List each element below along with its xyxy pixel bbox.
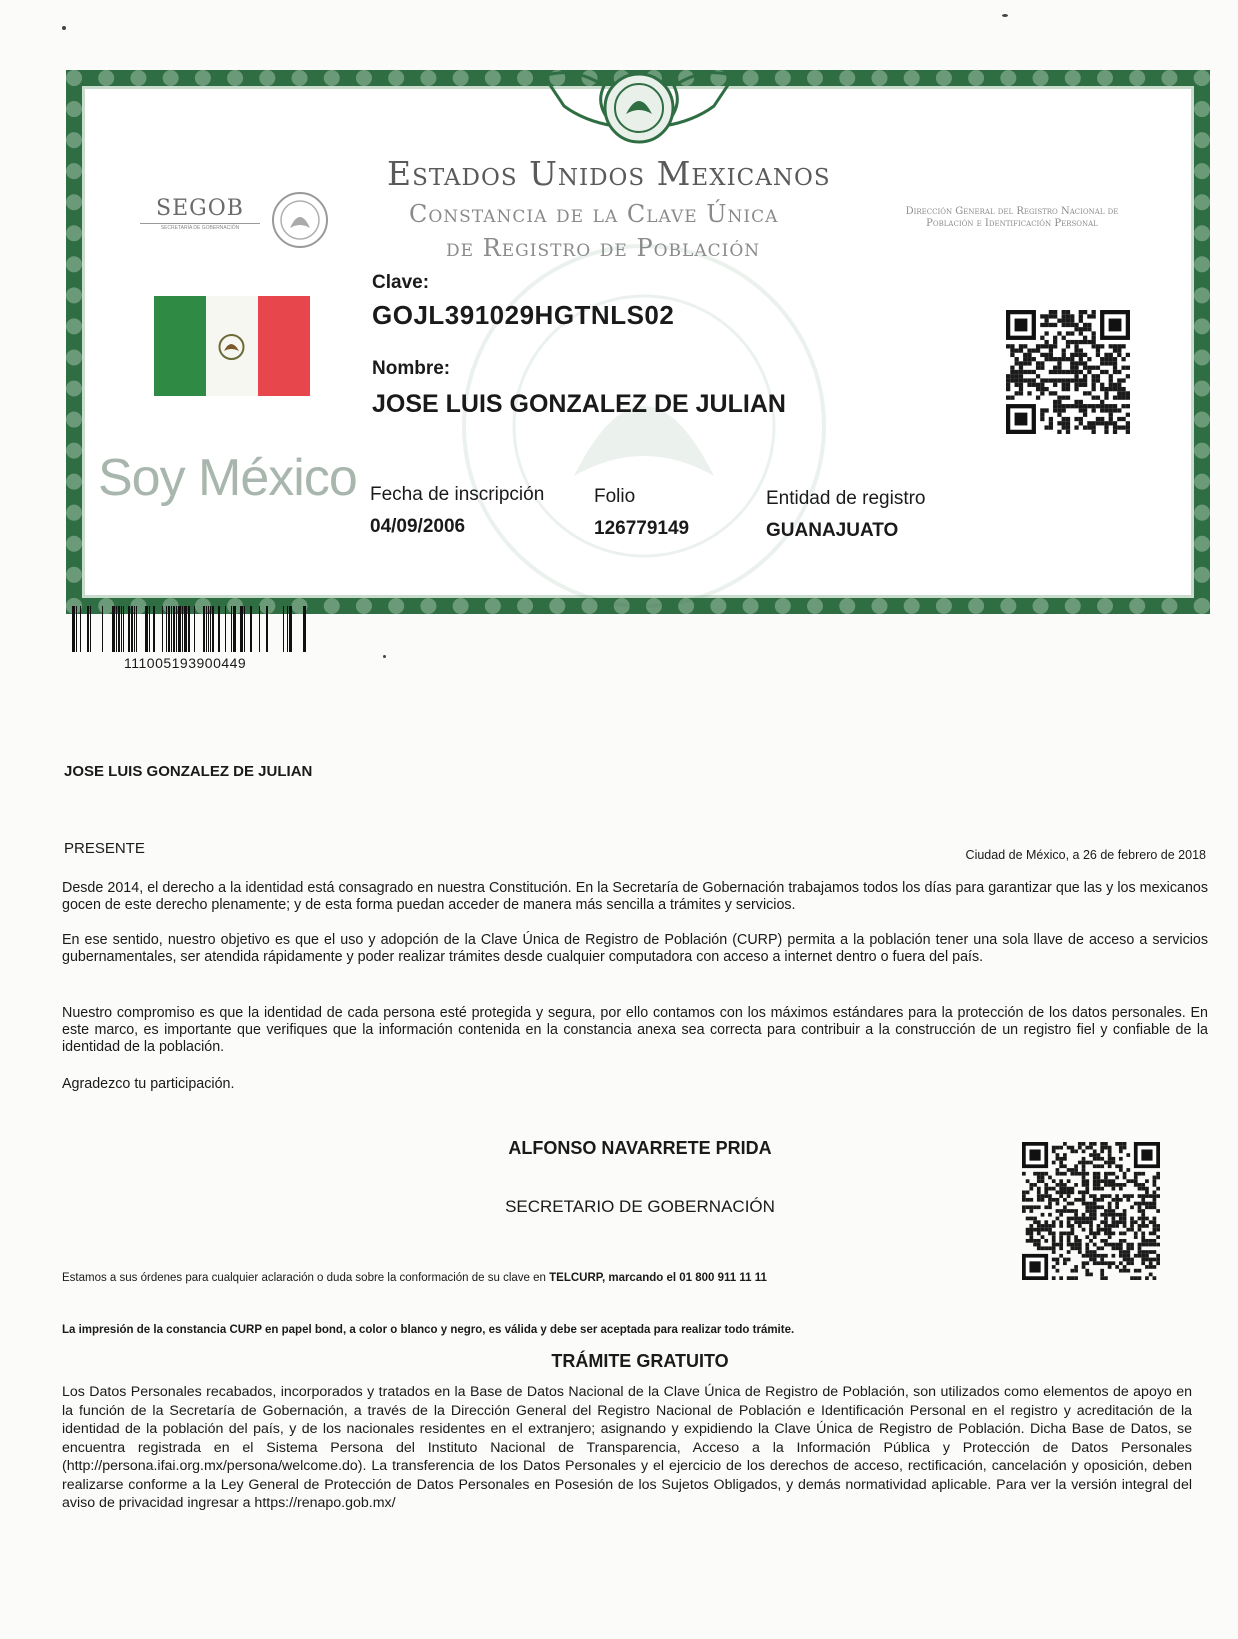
fecha-inscripcion-value: 04/09/2006 bbox=[370, 516, 466, 537]
telcurp-phone: TELCURP, marcando el 01 800 911 11 11 bbox=[549, 1272, 767, 1284]
letter-paragraph-1: Desde 2014, el derecho a la identidad está consagrado en nuestra Constitución. En la Secretaría de Gobernación trabajamos todos los días para garantizar que las y los mexicanos gocen de este derecho plenamente; y de esta forma puedan acceder de manera más sencilla a trámites y servicios. bbox=[62, 880, 1208, 913]
signer-role: SECRETARIO DE GOBERNACIÓN bbox=[505, 1197, 775, 1216]
privacy-notice: Los Datos Personales recabados, incorporados y tratados en la Base de Datos Nacional de la Clave Única de Registro de Población, son utilizados como elementos de apoyo en la función de la Secretaría de Gobernación, a través de la Dirección General del Registro Nacional de Población e Identificación Personal en el registro y acreditación de la identidad de la población del país, y de los nacionales residentes en el extranjero; asignando y expidiendo la Clave Única de Registro de Población. Dicha Base de Datos, se encuentra registrada en el Sistema Persona del Instituto Nacional de Transparencia, Acceso a la Información Pública y Protección de Datos Personales (http://persona.ifai.org.mx/persona/welcome.do). La transferencia de los Datos Personales y el ejercicio de los derechos de acceso, rectificación, cancelación y oposición, deben realizarse conforme a la Ley General de Protección de Datos Personales en Posesión de los Sujetos Obligados, y demás normatividad aplicable. Para ver la versión integral del aviso de privacidad ingresar a https://renapo.gob.mx/ bbox=[62, 1384, 1192, 1511]
letter-salutation: PRESENTE bbox=[64, 840, 145, 857]
watermark-seal-icon bbox=[454, 236, 834, 616]
clave-value: GOJL391029HGTNLS02 bbox=[372, 300, 675, 330]
barcode-number: 111005193900449 bbox=[124, 655, 247, 671]
signer-name: ALFONSO NAVARRETE PRIDA bbox=[508, 1138, 772, 1158]
tramite-gratuito-heading: TRÁMITE GRATUITO bbox=[551, 1351, 729, 1371]
barcode-icon bbox=[70, 606, 310, 652]
contact-notice-text: Estamos a sus órdenes para cualquier aclaración o duda sobre la conformación de su clave en bbox=[62, 1272, 550, 1284]
certificate-subtitle-line2: de Registro de Población bbox=[446, 234, 761, 262]
folio-value: 126779149 bbox=[594, 518, 690, 539]
certificate-qr-code-icon bbox=[1006, 310, 1130, 434]
folio-label: Folio bbox=[594, 486, 636, 507]
letter-paragraph-3: Nuestro compromiso es que la identidad de cada persona esté protegida y segura, por ello contamos con los máximos estándares para la protección de los datos personales. En este marco, es importante que verifiques que la información contenida en la constancia anexa sea correcta para contribuir a la construcción de un registro fiel y confiable de la identidad de la población. bbox=[62, 1005, 1208, 1055]
letter-place-date: Ciudad de México, a 26 de febrero de 2018 bbox=[965, 848, 1206, 862]
validity-notice: La impresión de la constancia CURP en papel bond, a color o blanco y negro, es válida y debe ser aceptada para realizar todo trámite. bbox=[62, 1324, 795, 1336]
entidad-registro-label: Entidad de registro bbox=[766, 488, 926, 509]
national-crest-icon bbox=[534, 66, 744, 146]
segob-logo-subtitle: SECRETARÍA DE GOBERNACIÓN bbox=[140, 223, 260, 231]
letter-closing: Agradezco tu participación. bbox=[62, 1076, 235, 1092]
clave-label: Clave: bbox=[372, 272, 430, 293]
certificate-subtitle-line1: Constancia de la Clave Única bbox=[409, 200, 779, 228]
soy-mexico-slogan: Soy México bbox=[98, 449, 357, 507]
certificate-title: Estados Unidos Mexicanos bbox=[387, 154, 831, 193]
agency-right-header: Dirección General del Registro Nacional de Población e Identificación Personal bbox=[905, 206, 1119, 229]
nombre-label: Nombre: bbox=[372, 358, 451, 379]
entidad-registro-value: GUANAJUATO bbox=[766, 520, 899, 541]
letter-qr-code-icon bbox=[1022, 1142, 1160, 1280]
flag-emblem-icon bbox=[214, 329, 249, 364]
segob-logo-text: SEGOB bbox=[156, 196, 244, 221]
segob-seal-icon bbox=[270, 190, 330, 250]
contact-notice bbox=[62, 1272, 767, 1284]
scan-speck bbox=[1002, 14, 1008, 17]
curp-certificate-card bbox=[66, 70, 1210, 614]
mexican-flag-icon bbox=[154, 296, 310, 396]
letter-addressee: JOSE LUIS GONZALEZ DE JULIAN bbox=[64, 763, 313, 780]
segob-logo bbox=[140, 196, 260, 231]
nombre-value: JOSE LUIS GONZALEZ DE JULIAN bbox=[372, 390, 786, 418]
letter-paragraph-2: En ese sentido, nuestro objetivo es que el uso y adopción de la Clave Única de Registro de Población (CURP) permita a la población tener una sola llave de acceso a servicios gubernamentales, ser atendida rápidamente y poder realizar trámites desde cualquier computadora con acceso a internet dentro o fuera del país. bbox=[62, 932, 1208, 965]
scan-speck bbox=[383, 655, 386, 658]
scan-speck bbox=[62, 26, 66, 30]
fecha-inscripcion-label: Fecha de inscripción bbox=[370, 484, 545, 505]
